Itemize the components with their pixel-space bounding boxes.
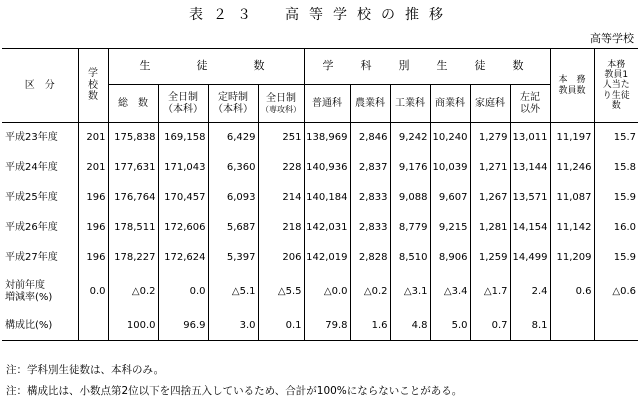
table-cell: 140,936 [304,153,350,183]
table-cell: 2,828 [350,243,390,273]
table-cell: △0.0 [304,273,350,311]
table-cell: 1,271 [470,153,510,183]
home-course-header: 家庭科 [470,85,510,123]
table-title: 表２３ 高等学校の推移 [189,7,453,23]
student-count-group-header: 生 徒 数 [108,49,304,85]
table-cell: 79.8 [304,311,350,341]
table-cell: 218 [258,213,304,243]
table-cell: 1,279 [470,123,510,153]
general-course-header: 普通科 [304,85,350,123]
table-cell: 140,184 [304,183,350,213]
table-cell: △0.2 [108,273,158,311]
table-cell: 9,176 [390,153,430,183]
table-cell: 96.9 [158,311,208,341]
table-cell: 16.0 [594,213,638,243]
table-cell: 228 [258,153,304,183]
table-cell: 15.9 [594,183,638,213]
table-cell: △3.4 [430,273,470,311]
table-cell: 196 [78,243,108,273]
table-cell: 169,158 [158,123,208,153]
row-label: 平成24年度 [5,161,58,173]
table-cell: 8,510 [390,243,430,273]
table-cell: 196 [78,213,108,243]
note-2: 注：構成比は、小数点第2位以下を四捨五入しているため、合計が100%にならないことがある。 [6,385,463,397]
table-cell: 15.8 [594,153,638,183]
table-cell: 170,457 [158,183,208,213]
parttime-header: 定時制 （本科） [208,85,258,123]
table-cell: 15.9 [594,243,638,273]
table-cell: 0.1 [258,311,304,341]
table-cell: 11,209 [550,243,594,273]
table-cell: 9,242 [390,123,430,153]
table-cell: 6,093 [208,183,258,213]
table-cell: 201 [78,123,108,153]
table-cell: 251 [258,123,304,153]
industry-course-header: 工業科 [390,85,430,123]
table-cell: 0.7 [470,311,510,341]
table-cell: 11,087 [550,183,594,213]
table-cell: 2.4 [510,273,550,311]
table-cell: 176,764 [108,183,158,213]
table-cell: △5.5 [258,273,304,311]
table-cell: 2,833 [350,213,390,243]
high-school-table [2,48,638,341]
table-cell: 172,624 [158,243,208,273]
table-cell: 14,154 [510,213,550,243]
table-cell: 142,031 [304,213,350,243]
table-cell: 196 [78,183,108,213]
table-cell: △0.2 [350,273,390,311]
kubun-header: 区 分 [2,49,78,123]
table-cell: 14,499 [510,243,550,273]
table-cell: 3.0 [208,311,258,341]
table-cell: 0.6 [550,273,594,311]
table-cell: 138,969 [304,123,350,153]
table-row [2,153,638,183]
unit-label: 高等学校 [590,32,634,45]
table-row [2,183,638,213]
table-cell: 2,846 [350,123,390,153]
row-label: 構成比(%) [5,319,53,331]
dept-student-group-header: 学 科 別 生 徒 数 [304,49,550,85]
row-label: 対前年度 増減率(%) [5,280,53,303]
table-cell: 5,687 [208,213,258,243]
table-row [2,123,638,153]
teachers-header: 本 務 教員数 [550,49,594,123]
table-cell: 13,571 [510,183,550,213]
table-cell: 8,779 [390,213,430,243]
table-cell: △1.7 [470,273,510,311]
table-cell: 175,838 [108,123,158,153]
table-cell: 5,397 [208,243,258,273]
table-cell: 9,215 [430,213,470,243]
table-cell: 11,246 [550,153,594,183]
table-cell: 178,511 [108,213,158,243]
composition-ratio-row [2,311,638,341]
table-cell: 1,259 [470,243,510,273]
table-cell: 11,142 [550,213,594,243]
table-cell: 1,267 [470,183,510,213]
table-cell: 201 [78,153,108,183]
table-cell: △3.1 [390,273,430,311]
table-cell: 8,906 [430,243,470,273]
change-rate-row [2,273,638,311]
table-row [2,243,638,273]
table-cell: 2,837 [350,153,390,183]
table-cell: 5.0 [430,311,470,341]
row-label: 平成27年度 [5,251,58,263]
other-course-header: 左記 以外 [510,85,550,123]
table-cell: 6,360 [208,153,258,183]
table-cell: 13,011 [510,123,550,153]
note-1: 注：学科別生徒数は、本科のみ。 [6,364,165,376]
table-cell [78,311,108,341]
table-cell: 9,088 [390,183,430,213]
table-cell: 11,197 [550,123,594,153]
school-count-header: 学 校 数 [78,49,108,123]
row-label: 平成26年度 [5,221,58,233]
table-row [2,213,638,243]
row-label: 平成23年度 [5,132,58,143]
table-cell: △0.6 [594,273,638,311]
fulltime-header: 全日制 （本科） [158,85,208,123]
table-cell: 13,144 [510,153,550,183]
table-cell: 6,429 [208,123,258,153]
table-cell: 10,240 [430,123,470,153]
table-cell: 1.6 [350,311,390,341]
table-cell: 15.7 [594,123,638,153]
table-cell: △5.1 [208,273,258,311]
table-cell: 10,039 [430,153,470,183]
commerce-course-header: 商業科 [430,85,470,123]
table-cell: 142,019 [304,243,350,273]
table-cell: 214 [258,183,304,213]
per-teacher-header: 本務 教員1 人当た り生徒 数 [594,49,638,123]
table-cell: 0.0 [158,273,208,311]
table-cell: 178,227 [108,243,158,273]
table-cell: 8.1 [510,311,550,341]
table-cell: 9,607 [430,183,470,213]
table-cell [594,311,638,341]
table-cell: 4.8 [390,311,430,341]
table-cell: 206 [258,243,304,273]
table-cell: 172,606 [158,213,208,243]
total-header: 総 数 [108,85,158,123]
table-cell: 171,043 [158,153,208,183]
table-cell: 0.0 [78,273,108,311]
table-cell: 100.0 [108,311,158,341]
table-cell: 2,833 [350,183,390,213]
agri-course-header: 農業科 [350,85,390,123]
table-cell: 177,631 [108,153,158,183]
table-cell [550,311,594,341]
table-cell: 1,281 [470,213,510,243]
special-course-header: 全日制 （専攻科） [258,85,304,123]
row-label: 平成25年度 [5,191,58,203]
